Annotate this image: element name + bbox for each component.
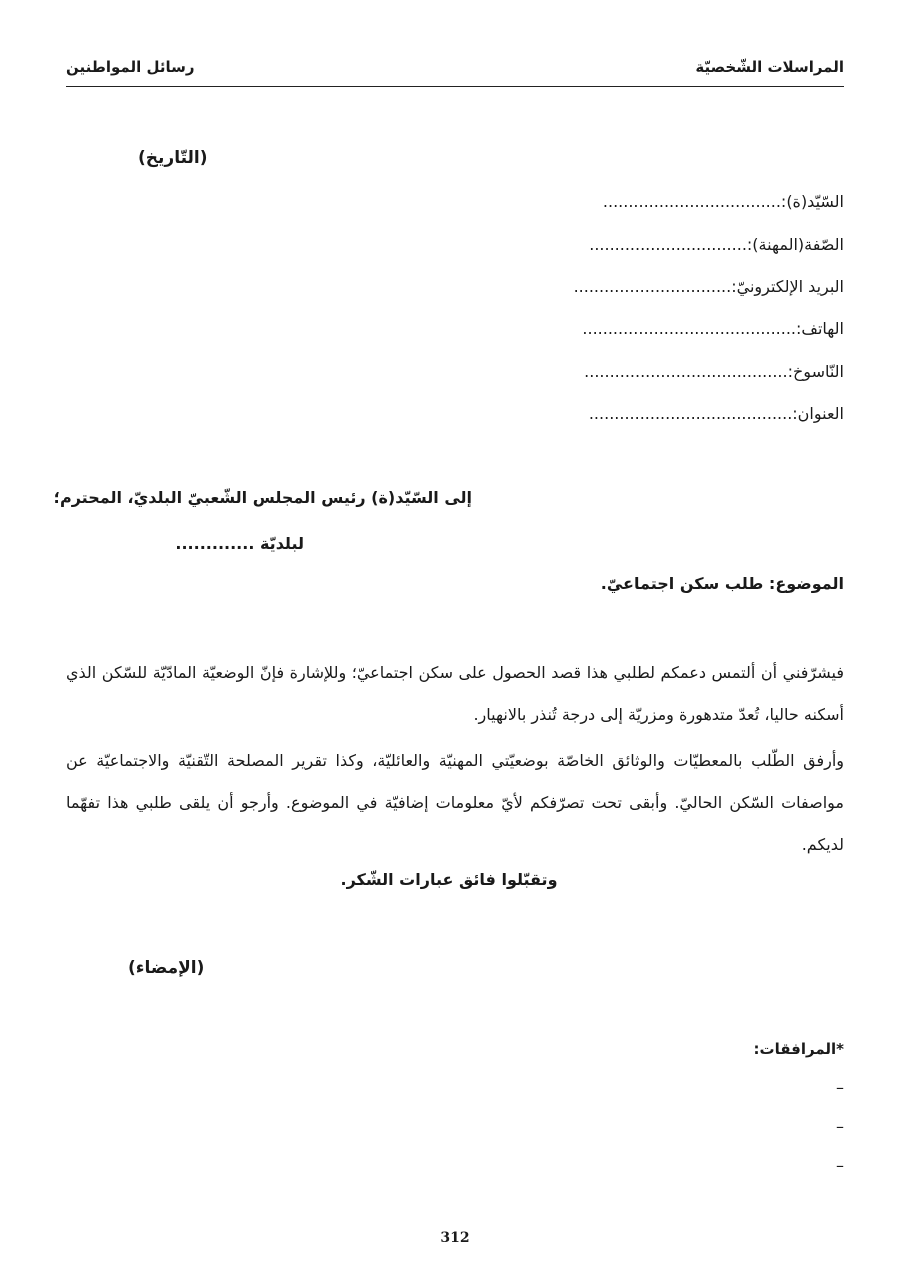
field-email (574, 277, 844, 296)
header-section-title: المراسلات الشّخصيّة (695, 58, 844, 76)
attachment-item: – (836, 1078, 844, 1097)
body-paragraph: وأرفق الطّلب بالمعطيّات والوثائق الخاصّة بوضعيّتي المهنيّة والعائليّة، وكذا تقرير المصلحة التّقنيّة والاجتماعيّة عن مواصفات السّكن الحاليّ. وأبقى تحت تصرّفكم لأيّ معلومات إضافيّة في الموضوع. وأرجو أن يلقى طلبي هذا تفهّما لديكم. (66, 751, 844, 854)
field-label: البريد الإلكترونيّ: (731, 277, 844, 296)
field-address (589, 404, 844, 423)
field-dots: ................................... (602, 192, 781, 211)
closing-line (0, 870, 910, 889)
field-occupation (589, 235, 844, 254)
attachment-item: – (836, 1117, 844, 1136)
field-dots: ............................... (573, 277, 732, 296)
field-phone (582, 319, 844, 338)
field-label: العنوان: (792, 404, 844, 423)
municipality-line: لبلديّة ............. (175, 534, 304, 553)
body-paragraph: فيشرّفني أن ألتمس دعمكم لطلبي هذا قصد الحصول على سكن اجتماعيّ؛ وللإشارة فإنّ الوضعيّة المادّيّة للسّكن الذي أسكنه حاليا، تُعدّ متدهورة ومزريّة إلى درجة تُنذر بالانهيار. (66, 663, 844, 724)
field-label: الصّفة(المهنة): (746, 235, 844, 254)
field-dots: ........................................ (584, 362, 788, 381)
field-label: السّيّد(ة): (780, 192, 844, 211)
attachments-title: *المرافقات: (753, 1040, 844, 1058)
field-dots: .......................................... (582, 319, 797, 338)
field-label: الهاتف: (796, 319, 844, 338)
field-fax (584, 362, 844, 381)
header-divider (66, 86, 844, 87)
field-name (603, 192, 844, 211)
date-placeholder: (التّاريخ) (138, 148, 208, 168)
field-label: النّاسوخ: (787, 362, 844, 381)
page-number: 312 (440, 1230, 470, 1246)
recipient-line: إلى السّيّد(ة) رئيس المجلس الشّعبيّ البلديّ، المحترم؛ (53, 488, 472, 507)
header-book-title: رسائل المواطنين (66, 58, 195, 76)
closing-text: وتقبّلوا فائق عبارات الشّكر. (340, 870, 558, 889)
field-dots: ............................... (589, 235, 747, 254)
field-dots: ........................................ (588, 404, 793, 423)
attachment-item: – (836, 1156, 844, 1175)
signature-placeholder: (الإمضاء) (128, 958, 205, 978)
subject-line: الموضوع: طلب سكن اجتماعيّ. (600, 574, 844, 593)
